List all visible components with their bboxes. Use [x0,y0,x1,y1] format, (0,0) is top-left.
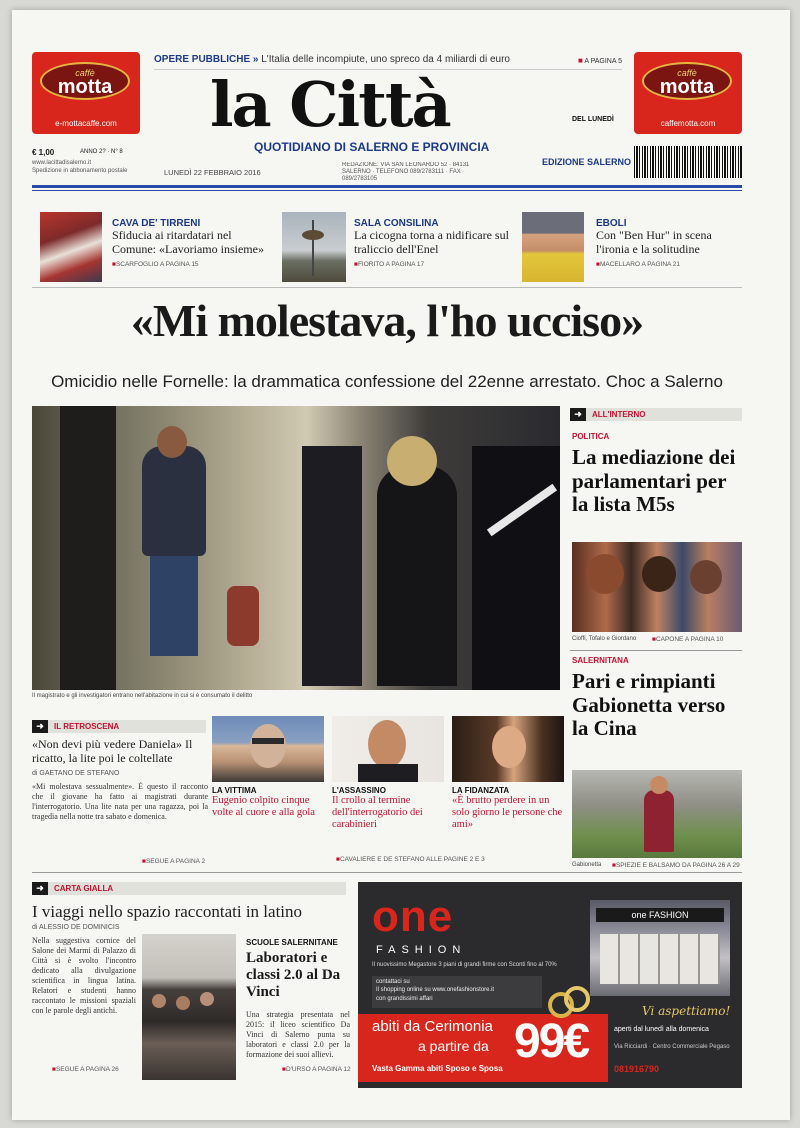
teaser-kicker: SALA CONSILINA [354,218,439,229]
newspaper-page [12,10,790,1120]
sport-headline[interactable]: Pari e rimpianti Gabionetta verso la Cina [572,669,726,741]
one-address: Via Ricciardi · Centro Commerciale Pegaso [614,1044,730,1050]
ring-icon [564,986,590,1012]
main-headline[interactable]: «Mi molestava, l'ho ucciso» [130,295,644,346]
one-price: 99€ [514,1015,589,1068]
teaser-text: Con "Ben Hur" in scena l'ironia e la solitudine [596,228,712,256]
teaser-cava[interactable] [112,218,272,268]
store-sign: one FASHION [596,908,724,922]
teaser-kicker: EBOLI [596,218,627,229]
one-welcome: Vi aspettiamo! [642,1004,731,1018]
retroscena-ref: ■ SEGUE A PAGINA 2 [142,858,205,865]
one-range: Vasta Gamma abiti Sposo e Sposa [372,1064,503,1073]
issue-date: LUNEDÌ 22 FEBBRAIO 2016 [164,168,261,177]
main-photo-caption: Il magistrato e gli investigatori entrano nell'abitazione in cui si è consumato il delitto [32,693,253,699]
one-logo: one [372,892,454,941]
one-phone[interactable]: 081916790 [614,1064,660,1074]
retroscena-byline: di GAETANO DE STEFANO [32,770,120,777]
cards-row [212,716,564,866]
card-label: L'ASSASSINO [332,786,386,795]
carta-gialla-byline: di ALESSIO DE DOMINICIS [32,924,120,931]
teaser-ref: ■ MACELLARO A PAGINA 21 [596,261,746,268]
masthead-rule-thin [32,190,742,191]
teasers-row [32,210,742,288]
section-divider [32,872,742,873]
sidebar-divider [570,650,742,651]
barcode [634,146,742,178]
edition-label: EDIZIONE SALERNO [542,157,632,167]
ad-url: e-mottacaffe.com [55,119,117,128]
legal-notice: Spedizione in abbonamento postale [32,168,128,174]
card-label: LA FIDANZATA [452,786,510,795]
card-girlfriend[interactable] [452,716,564,848]
one-from: a partire da [418,1038,489,1054]
arrow-right-icon: ➜ [570,408,586,421]
ad-url: caffemotta.com [660,119,716,128]
one-tagline: Il nuovissimo Megastore 3 piani di grandi firme con Sconti fino al 70% [372,962,557,968]
card-text: «È brutto perdere in un solo giorno le persone che ami» [452,795,563,831]
card-label: LA VITTIMA [212,786,257,795]
sport-ref: ■ SPIEZIE E BALSAMO DA PAGINA 26 A 29 [612,862,740,869]
politics-ref: ■ CAPONE A PAGINA 10 [652,636,723,643]
schools-ref: ■ D'URSO A PAGINA 12 [282,1066,351,1073]
sport-caption: Gabionetta [572,862,602,868]
right-coffee-ad[interactable] [634,52,742,134]
teaser-text: Sfiducia ai ritardatari nel Comune: «Lavoriamo insieme» [112,228,264,256]
coffee-logo: caffè motta [40,62,130,100]
one-fashion-ad[interactable] [358,882,742,1088]
price: € 1,00 [32,148,55,157]
carta-gialla-photo[interactable] [142,934,236,1080]
coffee-logo: caffè motta [642,62,732,100]
masthead-suffix: DEL LUNEDÌ [572,116,614,123]
politics-section: POLITICA [572,432,610,441]
schools-body: Una strategia presentata nel 2015: il liceo scientifico Da Vinci di Salerno punta su laboratori e classi 2.0 per la formazione dei suoi allievi. [246,1010,350,1059]
politics-caption: Cioffi, Tofalo e Giordano [572,636,637,642]
teaser-photo-sala[interactable] [282,212,346,282]
masthead-rule [32,185,742,188]
sport-section: SALERNITANA [572,656,629,665]
teaser-photo-eboli[interactable] [522,212,584,282]
sidebar-label: ➜ ALL'INTERNO [570,408,742,421]
arrow-right-icon: ➜ [32,720,48,733]
schools-section: SCUOLE SALERNITANE [246,938,338,947]
left-coffee-ad[interactable] [32,52,140,134]
issue-number: ANNO 2? · N° 8 [80,149,123,155]
retroscena-label: ➜ IL RETROSCENA [32,720,206,733]
top-teaser-text: L'Italia delle incompiute, uno spreco da 4 miliardi di euro [261,54,510,65]
cards-ref: ■ CAVALIERE E DE STEFANO ALLE PAGINE 2 E 3 [336,856,485,863]
card-text: Il crollo al termine dell'interrogatorio dei carabinieri [332,795,423,831]
top-teaser-kicker: OPERE PUBBLICHE [154,54,251,65]
teaser-photo-cava[interactable] [40,212,102,282]
carta-gialla-headline[interactable]: I viaggi nello spazio raccontati in latino [32,902,303,921]
one-contact: contattaci su Il shopping online su www.onefashionstore.it con grandissimi affari [372,976,542,1008]
retroscena-body: «Mi molestava sessualmente». È questo il racconto che il giovane ha fatto ai magistrati durante l'interrogatorio. Una lite nata per una ragazza, poi la tragedia nella notte tra sabato e domenica. [32,782,208,821]
politics-photo[interactable] [572,542,742,632]
carta-gialla-label: ➜ CARTA GIALLA [32,882,346,895]
teaser-ref: ■ SCARFOGLIO A PAGINA 15 [112,261,272,268]
website[interactable]: www.lacittadisalerno.it [32,160,92,166]
schools-headline[interactable]: Laboratori e classi 2.0 al Da Vinci [246,950,341,1000]
masthead-title: la Città [210,68,450,141]
chevron-right-icon: » [252,54,259,65]
teaser-eboli[interactable] [596,218,746,268]
main-subhead: Omicidio nelle Fornelle: la drammatica confessione del 22enne arrestato. Choc a Salerno [51,372,723,391]
carta-gialla-ref: ■ SEGUE A PAGINA 26 [52,1066,119,1073]
top-teaser[interactable]: OPERE PUBBLICHE » L'Italia delle incompiute, uno spreco da 4 miliardi di euro ■ A PAGINA 5 [154,54,622,70]
sport-photo[interactable] [572,770,742,858]
teaser-ref: ■ FIORITO A PAGINA 17 [354,261,514,268]
card-victim[interactable] [212,716,324,848]
one-offer: abiti da Cerimonia [372,1018,493,1035]
carta-gialla-body: Nella suggestiva cornice del Salone dei Marmi di Palazzo di Città si è svolto l'incontro dedicato alla divulgazione scientifica in lingua latina. Relatori e studenti hanno raccontato le missioni spaziali con le parole degli antichi. [32,936,136,1015]
teaser-text: La cicogna torna a nidificare sul traliccio dell'Enel [354,228,509,256]
main-photo[interactable] [32,406,560,690]
address: REDAZIONE: VIA SAN LEONARDO 52 · 84131 SALERNO · TELEFONO 089/2783111 · FAX 089/2783105 [342,162,470,182]
top-teaser-ref: A PAGINA 5 [584,58,622,65]
one-hours: aperti dal lunedì alla domenica [614,1026,709,1033]
store-photo [590,900,730,996]
arrow-right-icon: ➜ [32,882,48,895]
retroscena-headline[interactable]: «Non devi più vedere Daniela» Il ricatto, la lite poi le coltellate [32,737,193,765]
teaser-kicker: CAVA DE' TIRRENI [112,218,201,229]
one-sub: FASHION [376,944,467,956]
teaser-sala[interactable] [354,218,514,268]
card-killer[interactable] [332,716,444,848]
card-text: Eugenio colpito cinque volte al cuore e alla gola [212,795,315,819]
masthead-subtitle: QUOTIDIANO DI SALERNO E PROVINCIA [254,140,490,154]
politics-headline[interactable]: La mediazione dei parlamentari per la lista M5s [572,445,736,517]
